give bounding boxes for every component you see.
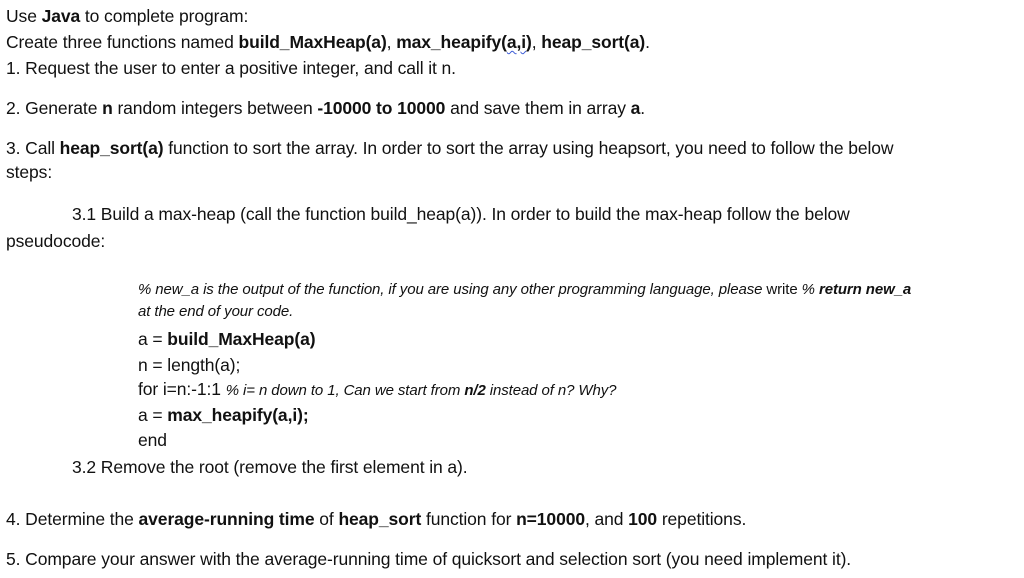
separator: ,: [531, 32, 542, 52]
step-1: 1. Request the user to enter a positive integer, and call it n.: [6, 58, 456, 78]
spellcheck-underline: a,i: [506, 32, 527, 52]
step-5: 5. Compare your answer with the average-running time of quicksort and selection sort (you need implement it).: [6, 549, 852, 569]
pseudo-line-end: end: [138, 430, 167, 450]
language-name: Java: [41, 6, 81, 26]
pseudo-line-length: n = length(a);: [138, 355, 241, 375]
fn-heap-sort: heap_sort(a): [541, 32, 646, 52]
pseudo-comment-line-1: % new_a is the output of the function, if you are using any other programming language, please write % return new_a: [138, 281, 912, 298]
step-4: 4. Determine the average-running time of heap_sort function for n=10000, and 100 repetitions.: [6, 509, 747, 529]
separator: ,: [386, 32, 397, 52]
step-2: 2. Generate n random integers between -10000 to 10000 and save them in array a.: [6, 98, 646, 118]
intro-use-line: [6, 5, 248, 27]
step-3-2: 3.2 Remove the root (remove the first element in a).: [72, 457, 468, 477]
pseudo-line-build: a = build_MaxHeap(a): [138, 329, 316, 349]
pseudo-comment-line-2: at the end of your code.: [138, 303, 294, 320]
use-suffix: to complete program:: [80, 6, 249, 26]
create-prefix: Create three functions named: [6, 32, 239, 52]
fn-heap-sort: heap_sort(a): [59, 138, 164, 158]
step-3-1-line-1: 3.1 Build a max-heap (call the function build_heap(a)). In order to build the max-heap follow the below: [72, 204, 850, 224]
intro-create-line: Create three functions named build_MaxHeap(a), max_heapify(a,i), heap_sort(a).: [6, 32, 650, 52]
use-prefix: Use: [6, 6, 42, 26]
step-3-line-1: 3. Call heap_sort(a) function to sort the array. In order to sort the array using heapsort, you need to follow the below: [6, 138, 894, 158]
step-3-1-line-2: pseudocode:: [6, 231, 106, 251]
step-3-line-2: steps:: [6, 162, 53, 182]
range-value: -10000 to 10000: [317, 98, 446, 118]
fn-build-maxheap: build_MaxHeap(a): [238, 32, 387, 52]
pseudo-line-for: for i=n:-1:1 % i= n down to 1, Can we start from n/2 instead of n? Why?: [138, 379, 617, 399]
pseudo-line-heapify: a = max_heapify(a,i);: [138, 405, 309, 425]
fn-max-heapify: max_heapify(a,i): [396, 32, 532, 52]
